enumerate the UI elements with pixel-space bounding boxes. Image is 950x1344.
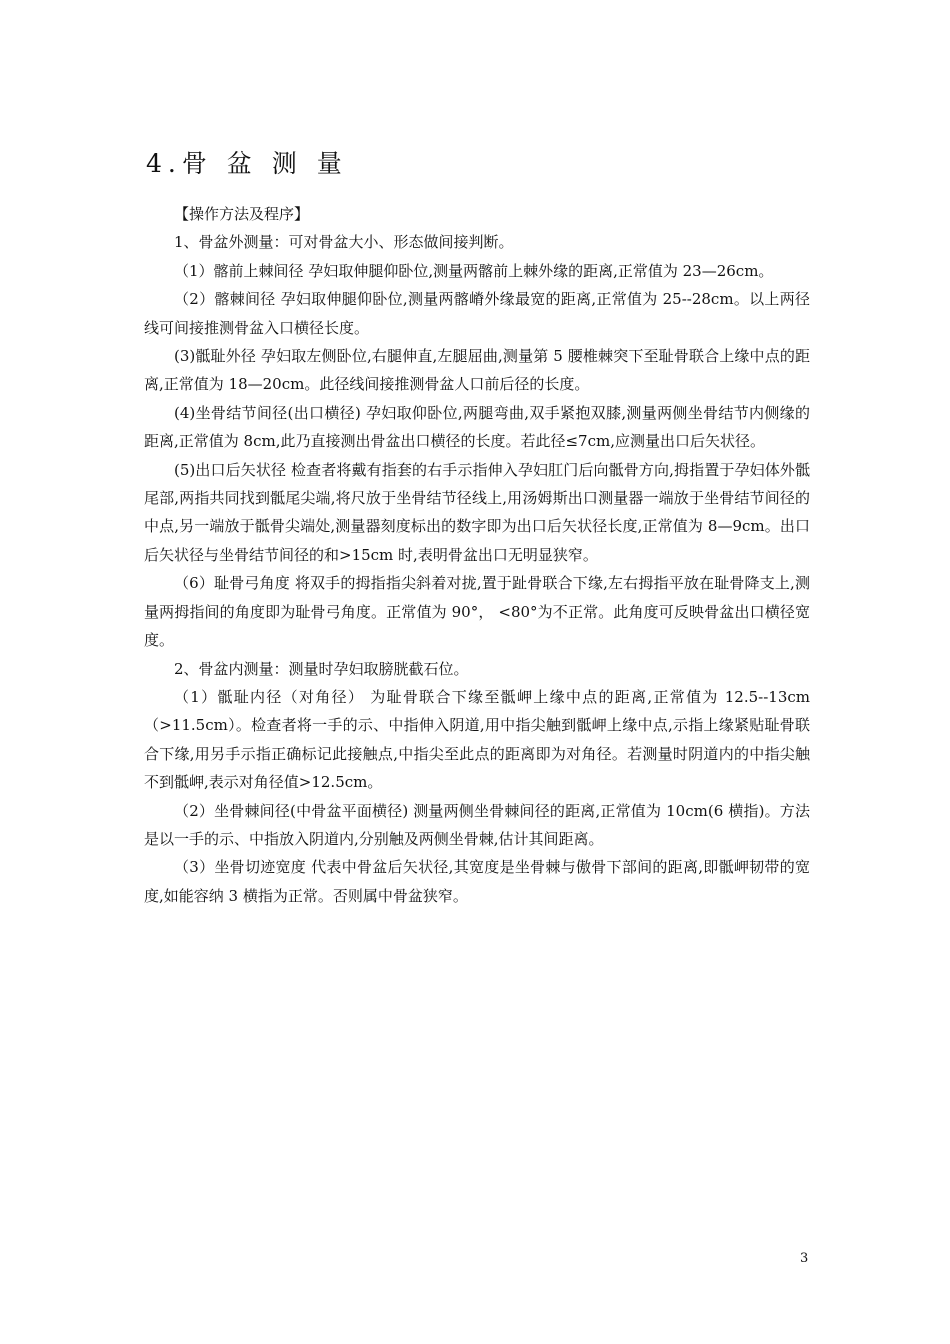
paragraph-interspinous-diameter: （1）髂前上棘间径 孕妇取伸腿仰卧位,测量两髂前上棘外缘的距离,正常值为 23—26cm。: [174, 261, 774, 280]
page-number: 3: [800, 1251, 809, 1266]
section-heading: 【操作方法及程序】: [174, 205, 310, 223]
paragraph-sciatic-notch-width: （3）坐骨切迹宽度 代表中骨盆后矢状径,其宽度是坐骨棘与傲骨下部间的距离,即骶岬韧带的宽度,如能容纳 3 横指为正常。否则属中骨盆狭窄。: [144, 858, 810, 905]
paragraph-external-conjugate: (3)骶耻外径 孕妇取左侧卧位,右腿伸直,左腿屈曲,测量第 5 腰椎棘突下至耻骨联合上缘中点的距离,正常值为 18—20cm。此径线间接推测骨盆人口前后径的长度。: [144, 347, 810, 394]
paragraph-external-measurement: 1、骨盆外测量：可对骨盆大小、形态做间接判断。: [174, 233, 514, 252]
paragraph-transverse-outlet: (4)坐骨结节间径(出口横径) 孕妇取仰卧位,两腿弯曲,双手紧抱双膝,测量两侧坐骨结节内侧缘的距离,正常值为 8cm,此乃直接测出骨盆出口横径的长度。若此径≤7cm,应测量出口后矢状径。: [144, 403, 810, 451]
paragraph-internal-measurement: 2、骨盆内测量：测量时孕妇取膀胱截石位。: [174, 659, 469, 678]
paragraph-diagonal-conjugate: （1）骶耻内径（对角径） 为耻骨联合下缘至骶岬上缘中点的距离,正常值为 12.5--13cm（>11.5cm）。检查者将一手的示、中指伸入阴道,用中指尖触到骶岬上缘中点,示指上缘紧贴耻骨联合下缘,用另手示指正确标记此接触点,中指尖至此点的距离即为对角径。若测量时阴道内的中指尖触不到骶岬,表示对角径值>12.5cm。: [144, 687, 810, 792]
paragraph-posterior-sagittal: (5)出口后矢状径 检查者将戴有指套的右手示指伸入孕妇肛门后向骶骨方向,拇指置于孕妇体外骶尾部,两指共同找到骶尾尖端,将尺放于坐骨结节径线上,用汤姆斯出口测量器一端放于坐骨结节间径的中点,另一端放于骶骨尖端处,测量器刻度标出的数字即为出口后矢状径长度,正常值为 8—9cm。出口后矢状径与坐骨结节间径的和>15cm 时,表明骨盆出口无明显狭窄。: [144, 460, 810, 564]
page-title: 4.骨 盆 测 量: [146, 149, 348, 178]
paragraph-pubic-arch-angle: （6）耻骨弓角度 将双手的拇指指尖斜着对拢,置于趾骨联合下缘,左右拇指平放在耻骨降支上,测量两拇指间的角度即为耻骨弓角度。正常值为 90°， <80°为不正常。此角度可反映骨盆出口横径宽度。: [144, 574, 810, 650]
paragraph-interspinous-midpelvis: （2）坐骨棘间径(中骨盆平面横径) 测量两侧坐骨棘间径的距离,正常值为 10cm(6 横指)。方法是以一手的示、中指放入阴道内,分别触及两侧坐骨棘,估计其间距离。: [144, 801, 810, 848]
document-body: [144, 200, 810, 910]
paragraph-intercristal-diameter: （2）髂棘间径 孕妇取伸腿仰卧位,测量两髂嵴外缘最宽的距离,正常值为 25--28cm。以上两径线可间接推测骨盆入口横径长度。: [144, 290, 810, 337]
